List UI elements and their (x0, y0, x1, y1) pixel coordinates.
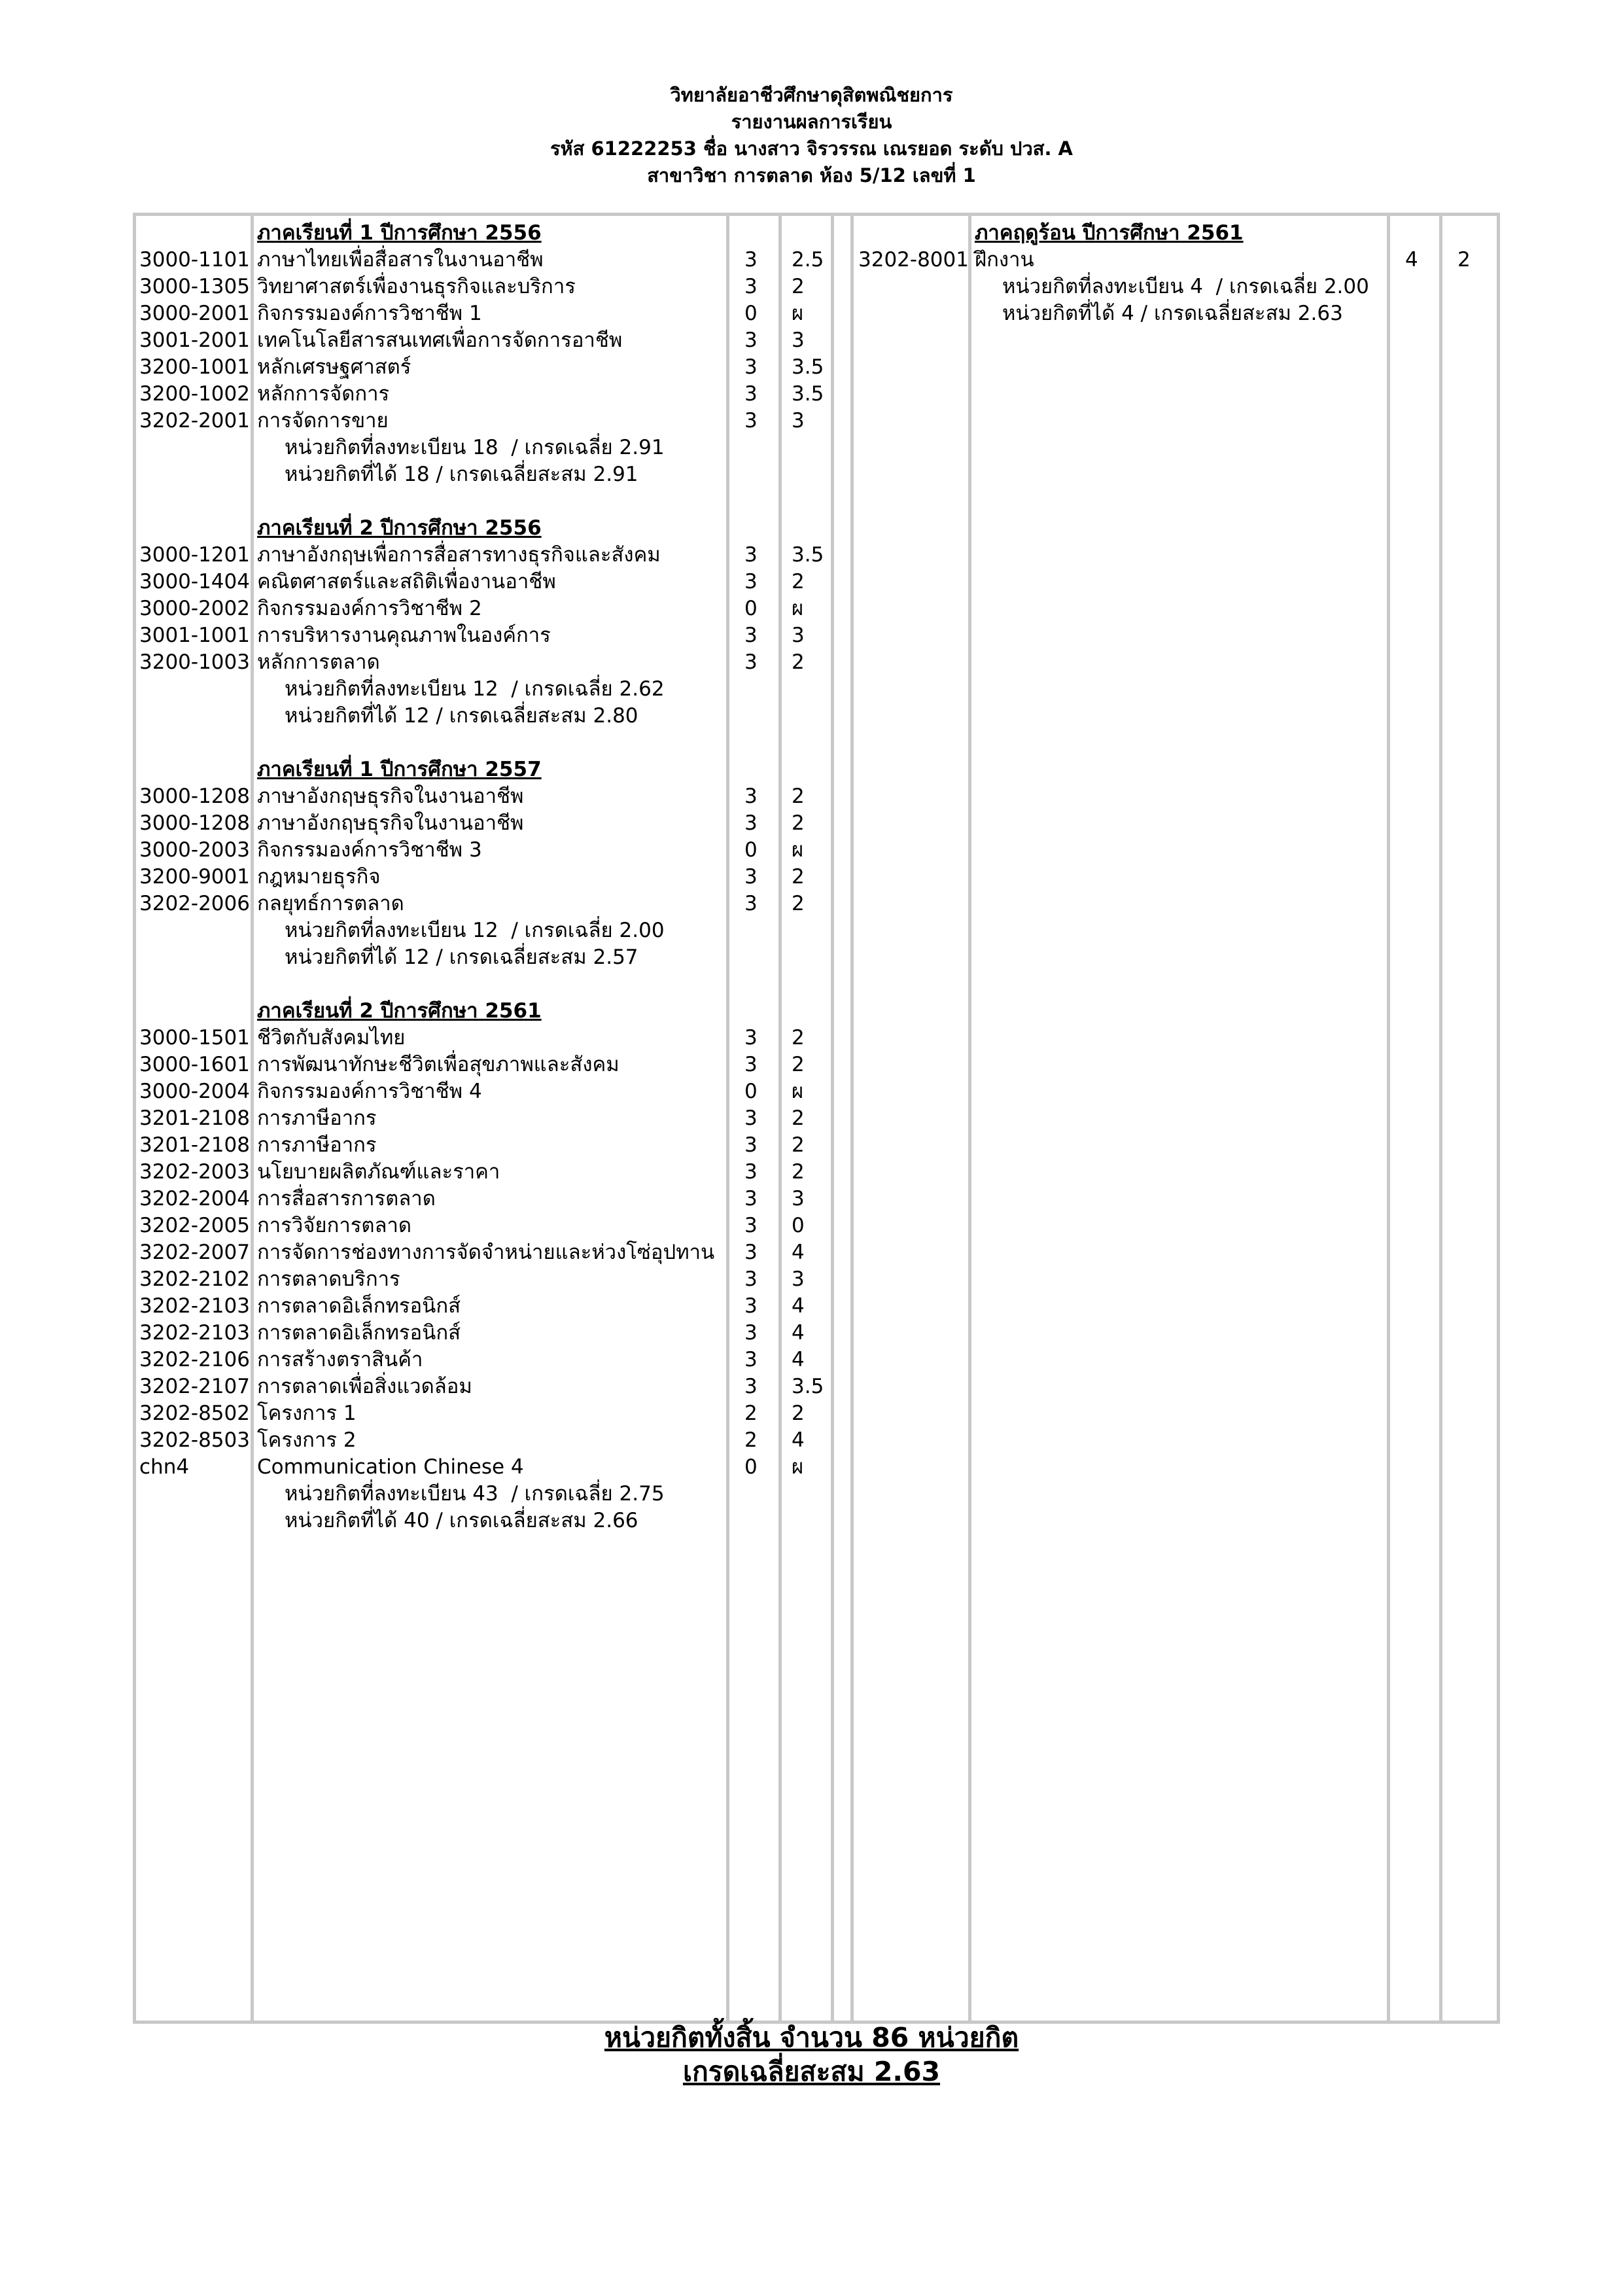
course-grade: 4 (792, 1294, 805, 1318)
left-credit-column (744, 220, 758, 1534)
course-name: ภาษาไทยเพื่อสื่อสารในงานอาชีพ (257, 248, 544, 272)
course-code: 3000-1305 (139, 275, 250, 298)
course-code: 3001-2001 (139, 328, 250, 352)
course-code: 3202-2005 (139, 1214, 250, 1237)
course-grade (792, 756, 824, 783)
course-grade: ผ (792, 838, 804, 862)
course-grade: 2 (792, 1106, 805, 1130)
course-credit: 3 (744, 1160, 758, 1184)
course-code: 3200-1001 (139, 355, 250, 379)
course-grade: 4 (792, 1348, 805, 1371)
column-divider (1439, 213, 1442, 2024)
course-name: หน่วยกิตที่ลงทะเบียน 18 / เกรดเฉลี่ย 2.91 (285, 436, 665, 459)
course-name: ชีวิตกับสังคมไทย (257, 1026, 406, 1050)
course-credit (744, 703, 758, 730)
course-credit: 3 (744, 865, 758, 889)
course-grade (792, 676, 824, 703)
course-grade (792, 971, 824, 998)
course-grade: 3 (792, 328, 805, 352)
course-grade: 3 (792, 1187, 805, 1210)
course-code: 3000-1208 (139, 785, 250, 808)
course-grade: 2 (792, 275, 805, 298)
course-name: คณิตศาสตร์และสถิติเพื่องานอาชีพ (257, 570, 556, 593)
course-name: นโยบายผลิตภัณฑ์และราคา (257, 1160, 500, 1184)
course-grade (792, 461, 824, 488)
course-code: 3000-2003 (139, 838, 250, 862)
course-grade: 2 (792, 650, 805, 674)
course-code (139, 515, 250, 542)
course-credit (744, 488, 758, 515)
college-name: วิทยาลัยอาชีวศึกษาดุสิตพณิชยการ (670, 84, 953, 106)
course-grade: 2 (792, 1133, 805, 1157)
course-name: การตลาดเพื่อสิ่งแวดล้อม (257, 1375, 472, 1398)
course-grade (792, 515, 824, 542)
course-credit: 3 (744, 650, 758, 674)
course-name: หน่วยกิตที่ลงทะเบียน 4 / เกรดเฉลี่ย 2.00 (1002, 275, 1369, 298)
course-credit: 4 (1405, 248, 1418, 272)
course-name: กลยุทธ์การตลาด (257, 892, 404, 915)
course-code (139, 461, 250, 488)
course-name: การพัฒนาทักษะชีวิตเพื่อสุขภาพและสังคม (257, 1053, 620, 1076)
course-code: 3000-2002 (139, 597, 250, 620)
course-code: 3202-8001 (858, 248, 969, 272)
course-credit: 3 (744, 543, 758, 567)
right-code-column (858, 220, 969, 327)
course-name: หน่วยกิตที่ลงทะเบียน 43 / เกรดเฉลี่ย 2.75 (285, 1482, 665, 1506)
course-code (858, 220, 969, 247)
course-credit (1405, 300, 1418, 327)
course-grade: 3 (792, 409, 805, 433)
course-code: 3000-1208 (139, 811, 250, 835)
course-name: หน่วยกิตที่ได้ 40 / เกรดเฉลี่ยสะสม 2.66 (285, 1509, 638, 1532)
course-credit: 3 (744, 1375, 758, 1398)
course-credit: 3 (744, 624, 758, 647)
course-credit: 3 (744, 275, 758, 298)
left-code-column (139, 220, 250, 1534)
course-name: การตลาดอิเล็กทรอนิกส์ (257, 1294, 461, 1318)
course-code: 3200-9001 (139, 865, 250, 889)
course-grade (1457, 274, 1471, 300)
course-grade: 2 (792, 1160, 805, 1184)
course-credit: 3 (744, 1241, 758, 1264)
course-credit: 3 (744, 409, 758, 433)
course-credit: 3 (744, 1348, 758, 1371)
course-name: ภาคเรียนที่ 1 ปีการศึกษา 2556 (257, 221, 542, 245)
course-name (257, 488, 714, 515)
course-grade: 2 (792, 785, 805, 808)
course-credit: 3 (744, 1026, 758, 1050)
course-name: ภาษาอังกฤษธุรกิจในงานอาชีพ (257, 811, 524, 835)
course-code (139, 971, 250, 998)
course-name: ฝึกงาน (975, 248, 1034, 272)
course-credit: 3 (744, 248, 758, 272)
course-code: 3202-8503 (139, 1428, 250, 1452)
course-credit: 3 (744, 1187, 758, 1210)
course-code: 3000-1101 (139, 248, 250, 272)
column-divider (968, 213, 971, 2024)
course-code (139, 1481, 250, 1508)
column-divider (778, 213, 782, 2024)
course-name: ภาคเรียนที่ 2 ปีการศึกษา 2561 (257, 999, 542, 1023)
course-grade: 4 (792, 1321, 805, 1345)
course-code (139, 703, 250, 730)
course-name: หน่วยกิตที่ได้ 12 / เกรดเฉลี่ยสะสม 2.57 (285, 945, 638, 969)
course-grade: 2 (792, 1053, 805, 1076)
course-credit: 0 (744, 838, 758, 862)
course-name: กิจกรรมองค์การวิชาชีพ 3 (257, 838, 482, 862)
course-credit (744, 917, 758, 944)
course-code: 3202-2006 (139, 892, 250, 915)
course-grade (792, 1508, 824, 1534)
total-credits: หน่วยกิตทั้งสิ้น จำนวน 86 หน่วยกิต (604, 2022, 1019, 2053)
course-credit (1405, 220, 1418, 247)
course-name: ภาคเรียนที่ 1 ปีการศึกษา 2557 (257, 758, 542, 781)
course-grade: 4 (792, 1241, 805, 1264)
course-grade: 2 (792, 865, 805, 889)
course-grade (792, 917, 824, 944)
course-credit: 0 (744, 302, 758, 325)
course-name: Communication Chinese 4 (257, 1455, 524, 1479)
course-grade: 2 (792, 1026, 805, 1050)
course-grade: 0 (792, 1214, 805, 1237)
course-name: กิจกรรมองค์การวิชาชีพ 4 (257, 1080, 482, 1103)
student-info: รหัส 61222253 ชื่อ นางสาว จิรวรรณ เณรยอด ระดับ ปวส. A (550, 137, 1073, 160)
course-grade (1457, 300, 1471, 327)
course-credit: 3 (744, 382, 758, 406)
course-grade: 3 (792, 1267, 805, 1291)
course-name: เทคโนโลยีสารสนเทศเพื่อการจัดการอาชีพ (257, 328, 623, 352)
course-credit: 3 (744, 355, 758, 379)
course-credit (744, 1508, 758, 1534)
right-grade-column (1457, 220, 1471, 327)
course-credit: 0 (744, 1455, 758, 1479)
course-credit (744, 756, 758, 783)
course-code: 3000-1501 (139, 1026, 250, 1050)
column-divider (726, 213, 729, 2024)
cumulative-gpa: เกรดเฉลี่ยสะสม 2.63 (682, 2056, 941, 2087)
course-code: 3000-2004 (139, 1080, 250, 1103)
course-code: 3200-1003 (139, 650, 250, 674)
course-name (257, 730, 714, 756)
course-code (139, 1508, 250, 1534)
course-code: 3202-2003 (139, 1160, 250, 1184)
course-grade: ผ (792, 597, 804, 620)
course-grade: 2 (1457, 248, 1471, 272)
right-credit-column (1405, 220, 1418, 327)
course-grade (792, 434, 824, 461)
course-grade: 3.5 (792, 1375, 824, 1398)
course-code (139, 944, 250, 971)
course-grade: 2 (792, 892, 805, 915)
column-divider (831, 213, 834, 2024)
course-grade (792, 220, 824, 247)
course-credit (744, 730, 758, 756)
course-grade: 3.5 (792, 543, 824, 567)
transcript-footer (0, 2021, 1623, 2089)
course-code (139, 998, 250, 1025)
course-name: หน่วยกิตที่ลงทะเบียน 12 / เกรดเฉลี่ย 2.62 (285, 677, 665, 701)
course-name: การจัดการขาย (257, 409, 389, 433)
course-code: 3202-2001 (139, 409, 250, 433)
course-code: 3000-1601 (139, 1053, 250, 1076)
course-code: chn4 (139, 1455, 190, 1479)
course-grade (792, 703, 824, 730)
course-credit (744, 220, 758, 247)
course-code (139, 434, 250, 461)
course-credit: 3 (744, 1294, 758, 1318)
course-credit: 3 (744, 1214, 758, 1237)
course-grade (792, 998, 824, 1025)
course-credit (744, 998, 758, 1025)
course-name: การจัดการช่องทางการจัดจำหน่ายและห่วงโซ่อุปทาน (257, 1241, 715, 1264)
course-code (139, 756, 250, 783)
course-grade: 2 (792, 570, 805, 593)
course-name: การภาษีอากร (257, 1133, 377, 1157)
course-name: หน่วยกิตที่ได้ 4 / เกรดเฉลี่ยสะสม 2.63 (1002, 302, 1343, 325)
report-header (0, 82, 1623, 189)
course-credit (744, 1481, 758, 1508)
course-grade: 4 (792, 1428, 805, 1452)
course-code (139, 730, 250, 756)
course-name: การสร้างตราสินค้า (257, 1348, 423, 1371)
course-credit: 3 (744, 811, 758, 835)
course-name: ภาคเรียนที่ 2 ปีการศึกษา 2556 (257, 516, 542, 540)
column-divider (251, 213, 254, 2024)
course-grade: 2 (792, 811, 805, 835)
course-credit (744, 676, 758, 703)
course-grade (792, 944, 824, 971)
course-name: การตลาดบริการ (257, 1267, 400, 1291)
course-name: หลักการจัดการ (257, 382, 390, 406)
course-credit: 3 (744, 1321, 758, 1345)
course-name: โครงการ 2 (257, 1428, 357, 1452)
course-credit: 2 (744, 1428, 758, 1452)
course-name: การบริหารงานคุณภาพในองค์การ (257, 624, 551, 647)
course-code (139, 917, 250, 944)
course-credit: 3 (744, 570, 758, 593)
course-credit: 3 (744, 892, 758, 915)
course-credit: 3 (744, 1106, 758, 1130)
course-code: 3000-2001 (139, 302, 250, 325)
course-name: ภาคฤดูร้อน ปีการศึกษา 2561 (975, 221, 1244, 245)
course-code (139, 676, 250, 703)
course-code: 3001-1001 (139, 624, 250, 647)
course-credit: 3 (744, 785, 758, 808)
course-grade: ผ (792, 1455, 804, 1479)
course-grade: ผ (792, 302, 804, 325)
course-grade: 3 (792, 624, 805, 647)
course-code: 3202-2103 (139, 1321, 250, 1345)
course-code: 3202-2106 (139, 1348, 250, 1371)
course-credit: 3 (744, 1053, 758, 1076)
course-credit: 3 (744, 1133, 758, 1157)
left-grade-column (792, 220, 824, 1534)
course-name: กฎหมายธุรกิจ (257, 865, 381, 889)
course-code (858, 300, 969, 327)
course-code: 3202-8502 (139, 1402, 250, 1425)
course-credit (744, 434, 758, 461)
course-code: 3202-2103 (139, 1294, 250, 1318)
course-credit: 3 (744, 328, 758, 352)
course-name: หน่วยกิตที่ได้ 12 / เกรดเฉลี่ยสะสม 2.80 (285, 704, 638, 728)
course-code: 3202-2004 (139, 1187, 250, 1210)
course-name: วิทยาศาสตร์เพื่องานธุรกิจและบริการ (257, 275, 576, 298)
course-code: 3202-2102 (139, 1267, 250, 1291)
course-code: 3000-1201 (139, 543, 250, 567)
course-name: โครงการ 1 (257, 1402, 357, 1425)
report-title: รายงานผลการเรียน (731, 111, 892, 133)
course-grade (792, 488, 824, 515)
course-credit (1405, 274, 1418, 300)
course-grade: 2 (792, 1402, 805, 1425)
course-credit (744, 515, 758, 542)
course-grade: 2.5 (792, 248, 824, 272)
course-code: 3000-1404 (139, 570, 250, 593)
left-course-column (257, 220, 714, 1534)
course-name: กิจกรรมองค์การวิชาชีพ 2 (257, 597, 482, 620)
course-credit: 0 (744, 1080, 758, 1103)
course-credit (744, 971, 758, 998)
course-name: หลักการตลาด (257, 650, 380, 674)
course-credit: 3 (744, 1267, 758, 1291)
course-grade: 3.5 (792, 355, 824, 379)
course-code: 3202-2107 (139, 1375, 250, 1398)
course-code: 3201-2108 (139, 1133, 250, 1157)
course-credit (744, 461, 758, 488)
course-grade: 3.5 (792, 382, 824, 406)
column-divider (850, 213, 854, 2024)
course-grade: ผ (792, 1080, 804, 1103)
course-name: การสื่อสารการตลาด (257, 1187, 436, 1210)
course-credit: 0 (744, 597, 758, 620)
course-grade (792, 730, 824, 756)
course-name: หน่วยกิตที่ลงทะเบียน 12 / เกรดเฉลี่ย 2.00 (285, 919, 665, 942)
course-grade (792, 1481, 824, 1508)
course-name: หน่วยกิตที่ได้ 18 / เกรดเฉลี่ยสะสม 2.91 (285, 463, 638, 486)
course-name: หลักเศรษฐศาสตร์ (257, 355, 411, 379)
course-name: การตลาดอิเล็กทรอนิกส์ (257, 1321, 461, 1345)
course-code (858, 274, 969, 300)
course-code: 3201-2108 (139, 1106, 250, 1130)
program-info: สาขาวิชา การตลาด ห้อง 5/12 เลขที่ 1 (647, 164, 976, 186)
course-name: ภาษาอังกฤษเพื่อการสื่อสารทางธุรกิจและสังคม (257, 543, 661, 567)
course-code: 3202-2007 (139, 1241, 250, 1264)
course-name: การวิจัยการตลาด (257, 1214, 412, 1237)
course-name: การภาษีอากร (257, 1106, 377, 1130)
course-code: 3200-1002 (139, 382, 250, 406)
course-code (139, 488, 250, 515)
course-name: ภาษาอังกฤษธุรกิจในงานอาชีพ (257, 785, 524, 808)
right-course-column (975, 220, 1369, 327)
column-divider (1387, 213, 1390, 2024)
course-grade (1457, 220, 1471, 247)
course-code (139, 220, 250, 247)
course-name: กิจกรรมองค์การวิชาชีพ 1 (257, 302, 482, 325)
course-credit: 2 (744, 1402, 758, 1425)
course-name (257, 971, 714, 998)
course-credit (744, 944, 758, 971)
